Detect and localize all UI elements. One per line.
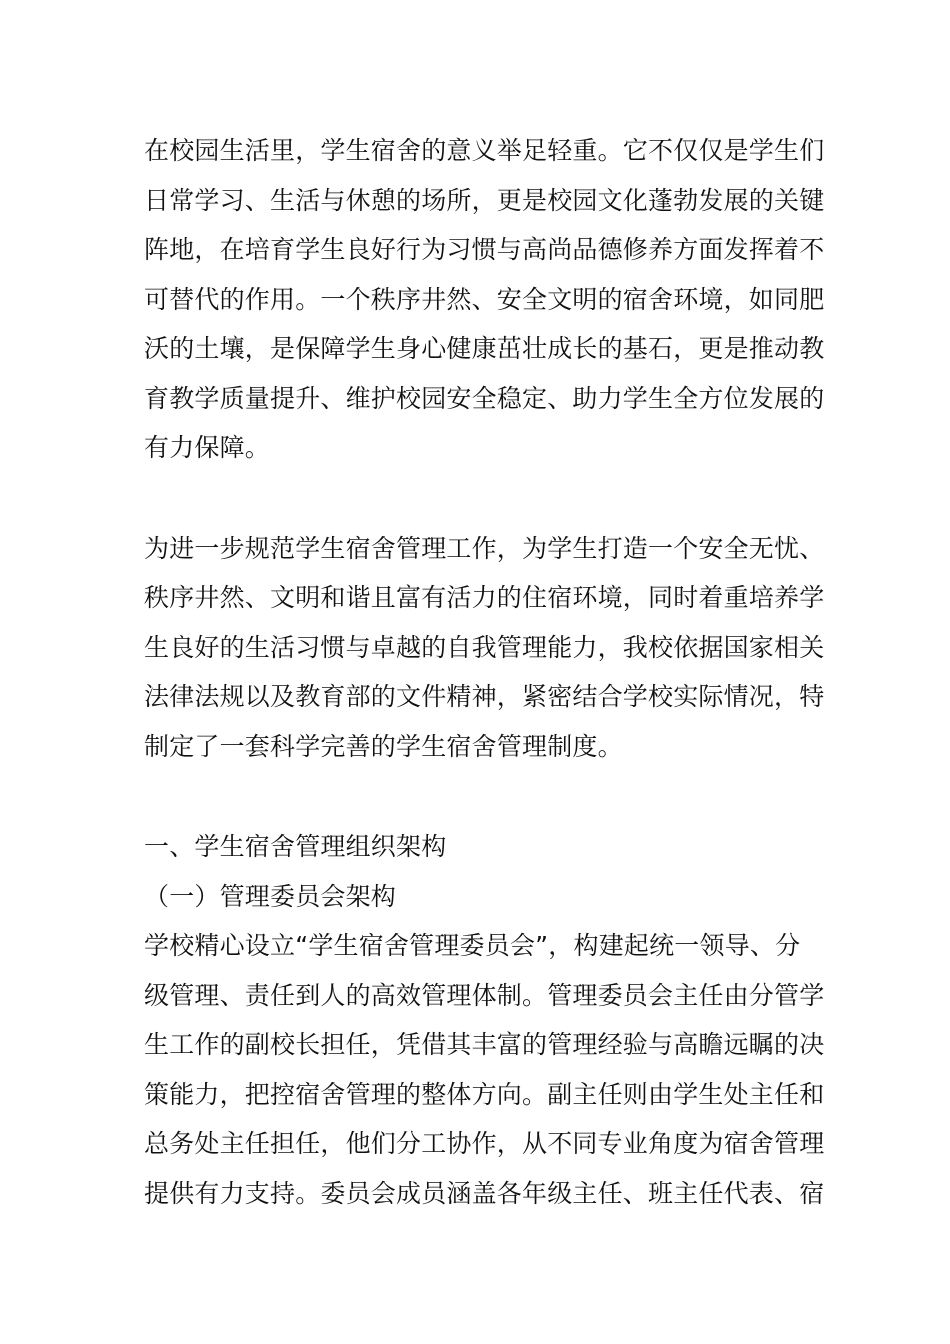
text-line: 在校园生活里，学生宿舍的意义举足轻重。它不仅仅是学生们 [144, 136, 825, 165]
text-line: 提供有力支持。委员会成员涵盖各年级主任、班主任代表、宿 [144, 1178, 825, 1208]
section-block [144, 822, 825, 1218]
text-line: 秩序井然、文明和谐且富有活力的住宿环境，同时着重培养学 [144, 583, 825, 612]
text-line: 为进一步规范学生宿舍管理工作，为学生打造一个安全无忧、 [144, 533, 825, 563]
paragraph-spacer [144, 771, 808, 822]
text-line: 可替代的作用。一个秩序井然、安全文明的宿舍环境，如同肥 [144, 284, 825, 314]
text-line: 法律法规以及教育部的文件精神，紧密结合学校实际情况，特 [144, 682, 825, 711]
text-line: 沃的土壤，是保障学生身心健康茁壮成长的基石，更是推动教 [144, 334, 825, 363]
text-line: 制定了一套科学完善的学生宿舍管理制度。 [144, 731, 623, 761]
text-line: 生良好的生活习惯与卓越的自我管理能力，我校依据国家相关 [144, 632, 825, 662]
text-line: 总务处主任担任，他们分工协作，从不同专业角度为宿舍管理 [144, 1129, 825, 1158]
text-line: 生工作的副校长担任，凭借其丰富的管理经验与高瞻远瞩的决 [144, 1030, 825, 1059]
paragraph-spacer [144, 473, 808, 524]
text-line: 级管理、责任到人的高效管理体制。管理委员会主任由分管学 [144, 980, 825, 1010]
text-line: 有力保障。 [144, 433, 271, 462]
intro-paragraph [144, 126, 825, 473]
text-line: 策能力，把控宿舍管理的整体方向。副主任则由学生处主任和 [144, 1079, 825, 1109]
text-line: 阵地，在培育学生良好行为习惯与高尚品德修养方面发挥着不 [144, 235, 825, 264]
text-line: 日常学习、生活与休憩的场所，更是校园文化蓬勃发展的关键 [144, 185, 825, 215]
subsection-heading: （一）管理委员会架构 [144, 881, 397, 911]
section-heading: 一、学生宿舍管理组织架构 [144, 832, 447, 861]
document-page [144, 126, 825, 1218]
text-line: 育教学质量提升、维护校园安全稳定、助力学生全方位发展的 [144, 383, 825, 413]
purpose-paragraph [144, 524, 825, 772]
text-line: 学校精心设立“学生宿舍管理委员会”，构建起统一领导、分 [144, 931, 801, 960]
